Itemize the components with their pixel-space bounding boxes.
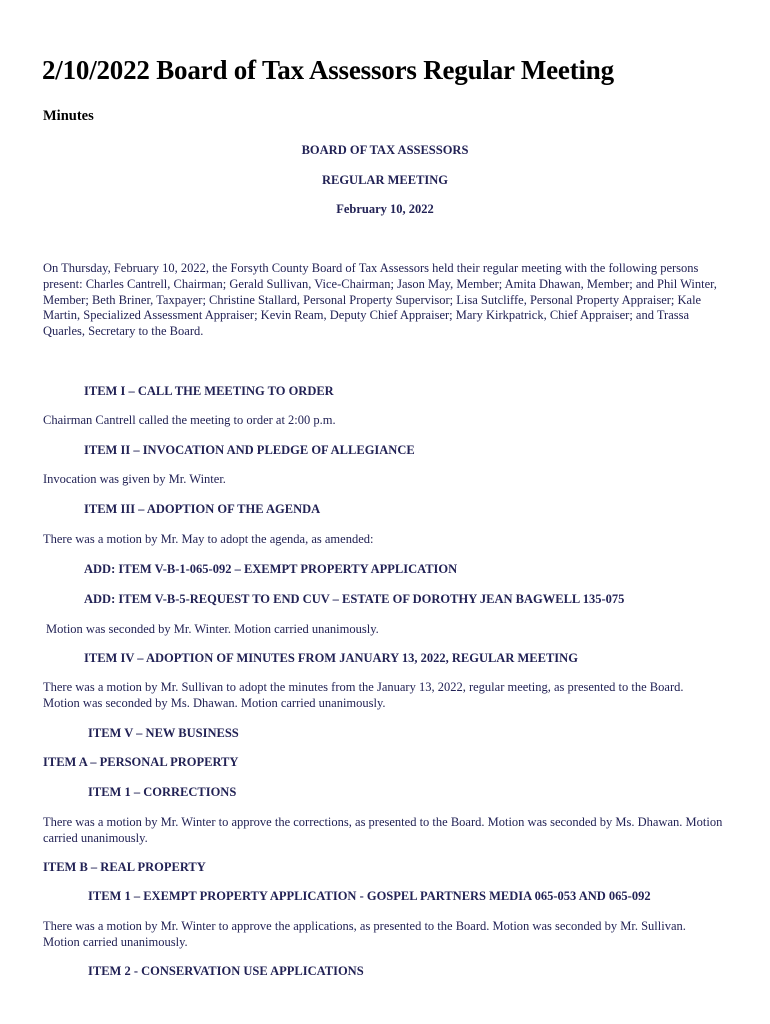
item4-text: There was a motion by Mr. Sullivan to adopt the minutes from the January 13, 2022, regular meeting, as presented to the Board. Motion was seconded by Ms. Dhawan. Motion carried unanimously. — [43, 680, 684, 710]
itemB2-heading: ITEM 2 - CONSERVATION USE APPLICATIONS — [88, 964, 364, 978]
itemB1-text: There was a motion by Mr. Winter to approve the applications, as presented to the Board. Motion was seconded by Mr. Sullivan. Motion carried unanimously. — [43, 919, 686, 949]
item3-add-2: ADD: ITEM V-B-5-REQUEST TO END CUV – ESTATE OF DOROTHY JEAN BAGWELL 135-075 — [84, 592, 625, 606]
item3-text: There was a motion by Mr. May to adopt the agenda, as amended: — [43, 532, 374, 546]
item1-text: Chairman Cantrell called the meeting to order at 2:00 p.m. — [43, 413, 336, 427]
item2-text: Invocation was given by Mr. Winter. — [43, 472, 226, 486]
itemA-heading: ITEM A – PERSONAL PROPERTY — [43, 755, 239, 769]
intro-paragraph: On Thursday, February 10, 2022, the Forsyth County Board of Tax Assessors held their regular meeting with the following persons present: Charles Cantrell, Chairman; Gerald Sullivan, Vice-Chairman; Jason May, Member; Amita Dhawan, Member; and Phil Winter, Member; Beth Briner, Taxpayer; Christine Stallard, Personal Property Supervisor; Lisa Sutcliffe, Personal Property Appraiser; Kale Martin, Specialized Assessment Appraiser; Kevin Ream, Deputy Chief Appraiser; Mary Kirkpatrick, Chief Appraiser; and Trassa Quarles, Secretary to the Board. — [43, 261, 717, 339]
page-title: 2/10/2022 Board of Tax Assessors Regular Meeting — [42, 55, 614, 85]
item1-heading: ITEM I – CALL THE MEETING TO ORDER — [84, 384, 334, 398]
itemB-heading: ITEM B – REAL PROPERTY — [43, 860, 206, 874]
header-line-meeting: REGULAR MEETING — [321, 173, 449, 187]
item3-heading: ITEM III – ADOPTION OF THE AGENDA — [84, 502, 321, 516]
itemA1-heading: ITEM 1 – CORRECTIONS — [88, 785, 237, 799]
item2-heading: ITEM II – INVOCATION AND PLEDGE OF ALLEGIANCE — [84, 443, 415, 457]
header-line-date: February 10, 2022 — [336, 202, 434, 216]
itemB1-heading: ITEM 1 – EXEMPT PROPERTY APPLICATION - GOSPEL PARTNERS MEDIA 065-053 AND 065-092 — [88, 889, 651, 903]
item5-heading: ITEM V – NEW BUSINESS — [88, 726, 239, 740]
page-subtitle: Minutes — [43, 108, 94, 124]
item3-motion: Motion was seconded by Mr. Winter. Motion carried unanimously. — [46, 622, 379, 636]
item4-heading: ITEM IV – ADOPTION OF MINUTES FROM JANUARY 13, 2022, REGULAR MEETING — [84, 651, 578, 665]
itemA1-text: There was a motion by Mr. Winter to approve the corrections, as presented to the Board. Motion was seconded by Ms. Dhawan. Motion carried unanimously. — [43, 815, 723, 845]
header-line-board: BOARD OF TAX ASSESSORS — [301, 143, 469, 157]
item3-add-1: ADD: ITEM V-B-1-065-092 – EXEMPT PROPERTY APPLICATION — [84, 562, 458, 576]
